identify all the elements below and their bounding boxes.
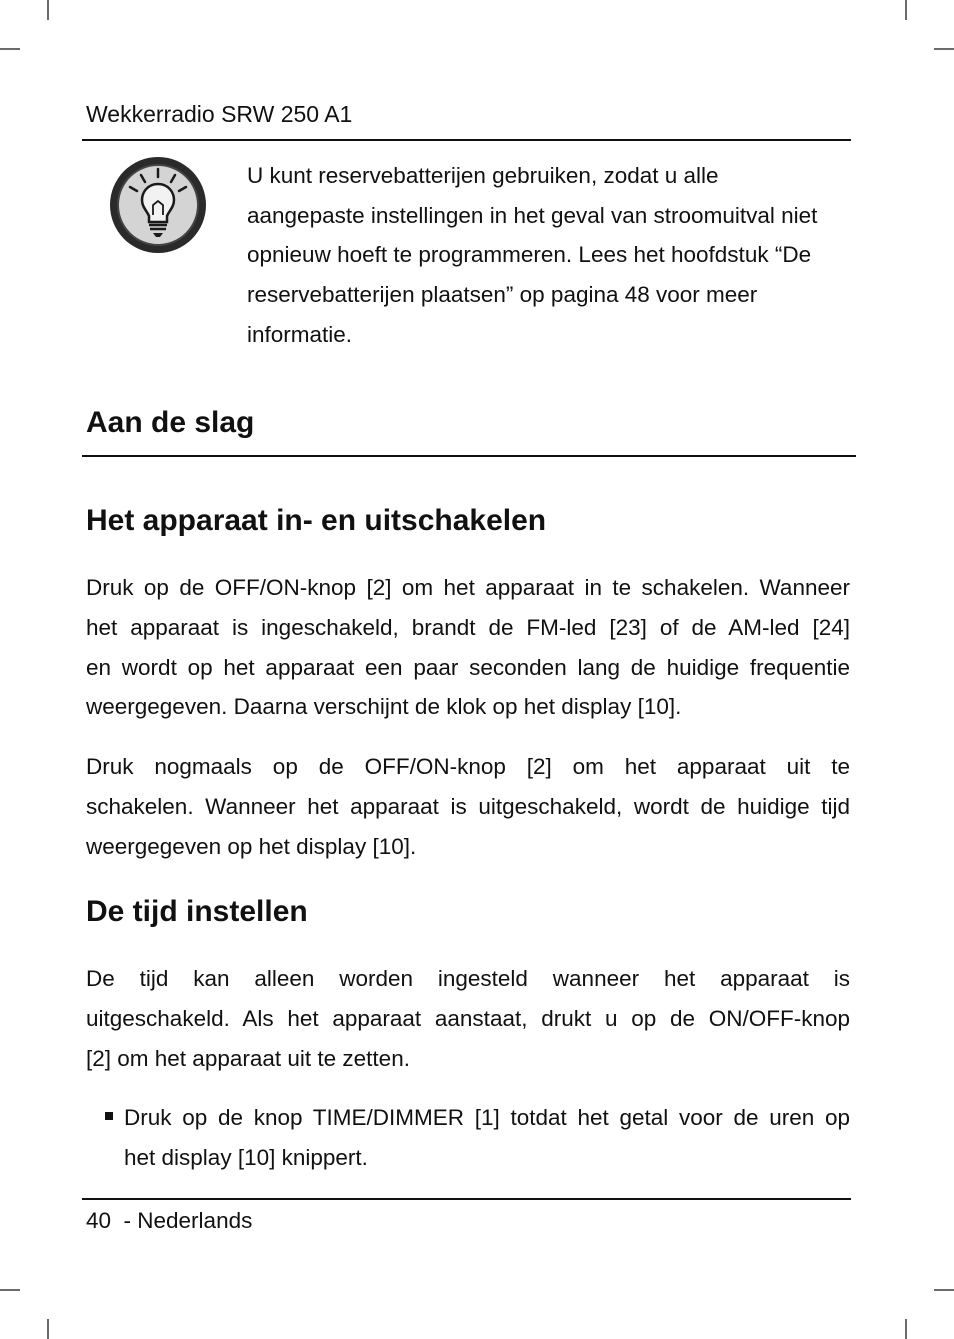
paragraph-line: het apparaat is ingeschakeld, brandt de FM-led [23] of de AM-led [24] — [86, 614, 850, 640]
subsection-title: Het apparaat in- en uitschakelen — [86, 504, 547, 537]
crop-mark — [905, 0, 907, 20]
header-rule — [82, 139, 851, 141]
paragraph-line: en wordt op het apparaat een paar seconden lang de huidige frequentie — [86, 654, 850, 680]
section-rule — [82, 455, 856, 457]
tip-line: informatie. — [247, 321, 353, 347]
paragraph-line: Druk op de OFF/ON-knop [2] om het apparaat in te schakelen. Wanneer — [86, 575, 850, 600]
footer-rule — [82, 1198, 851, 1200]
lightbulb-icon — [108, 155, 208, 255]
tip-line: opnieuw hoeft te programmeren. Lees het hoofdstuk “De — [247, 242, 812, 268]
paragraph-line: weergegeven op het display [10]. — [86, 833, 417, 859]
tip-line: aangepaste instellingen in het geval van stroomuitval niet — [247, 202, 818, 228]
section-title: Aan de slag — [86, 406, 255, 439]
bullet-line: Druk op de knop TIME/DIMMER [1] totdat het getal voor de uren op — [124, 1105, 850, 1130]
paragraph-line: De tijd kan alleen worden ingesteld wanneer het apparaat is — [86, 966, 850, 991]
crop-mark — [934, 48, 954, 50]
tip-text — [247, 156, 847, 355]
subsection-title: De tijd instellen — [86, 895, 308, 928]
page-footer: 40 - Nederlands — [86, 1208, 253, 1233]
paragraph-line: uitgeschakeld. Als het apparaat aanstaat, drukt u op de ON/OFF-knop — [86, 1005, 850, 1031]
crop-mark — [47, 0, 49, 20]
crop-mark — [905, 1319, 907, 1339]
paragraph-line: [2] om het apparaat uit te zetten. — [86, 1045, 410, 1071]
crop-mark — [934, 1289, 954, 1291]
crop-mark — [0, 48, 20, 50]
crop-mark — [0, 1289, 20, 1291]
running-header: Wekkerradio SRW 250 A1 — [86, 101, 353, 127]
paragraph — [86, 568, 850, 727]
tip-line: U kunt reservebatterijen gebruiken, zodat u alle — [247, 163, 719, 188]
paragraph-line: schakelen. Wanneer het apparaat is uitgeschakeld, wordt de huidige tijd — [86, 793, 850, 819]
paragraph-line: Druk nogmaals op de OFF/ON-knop [2] om het apparaat uit te — [86, 754, 850, 779]
bullet-line: het display [10] knippert. — [124, 1145, 368, 1170]
tip-line: reservebatterijen plaatsen” op pagina 48 voor meer — [247, 282, 758, 308]
paragraph — [86, 747, 850, 866]
bullet-item — [124, 1098, 850, 1178]
paragraph — [86, 959, 850, 1078]
bullet-square-icon — [105, 1112, 113, 1120]
paragraph-line: weergegeven. Daarna verschijnt de klok op het display [10]. — [86, 694, 682, 720]
crop-mark — [47, 1319, 49, 1339]
